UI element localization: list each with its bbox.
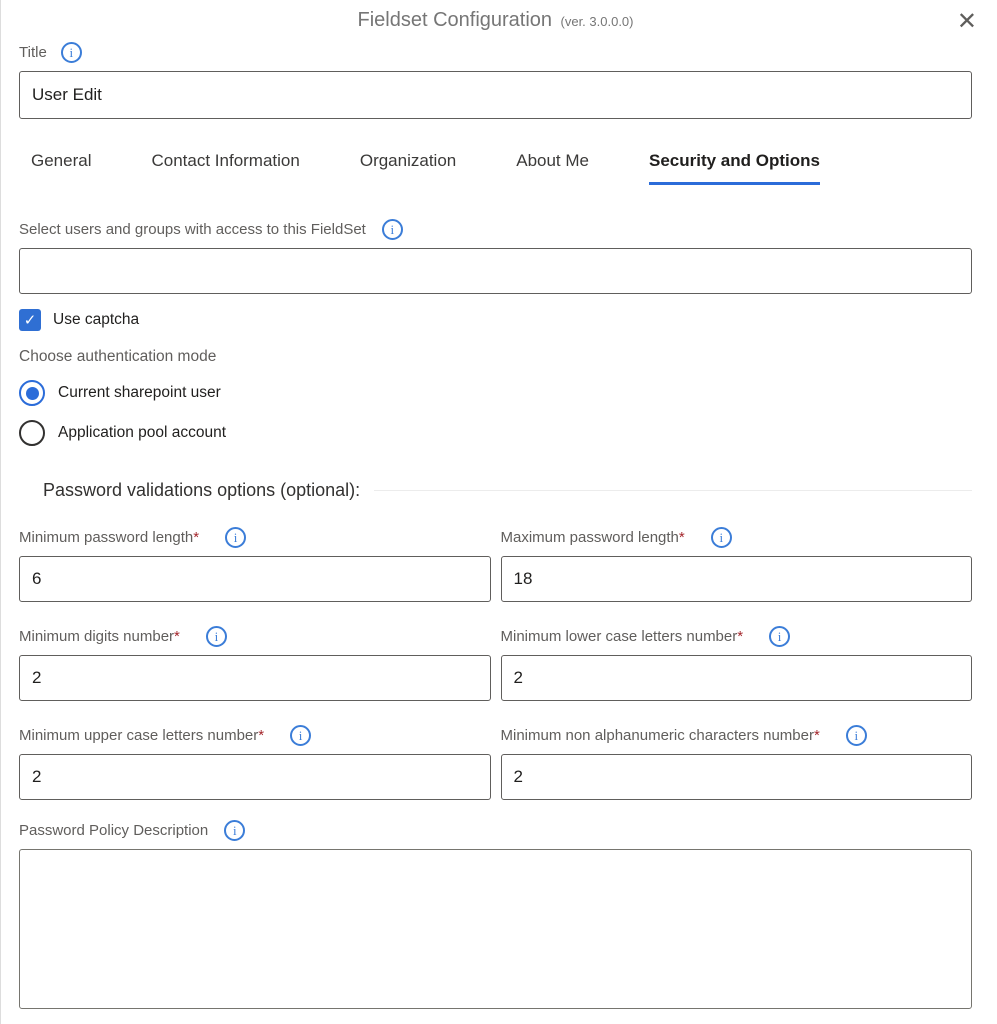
- access-label: Select users and groups with access to this FieldSet: [19, 221, 366, 238]
- field-minimum-upper-case-letters-number: [19, 725, 491, 800]
- title-label-row: [19, 42, 972, 63]
- radio-application-pool-account[interactable]: [19, 420, 972, 446]
- password-policy-description-label-row: [19, 820, 972, 841]
- radio-unselected-icon: [19, 420, 45, 446]
- access-users-input[interactable]: [19, 248, 972, 294]
- close-icon[interactable]: ✕: [953, 6, 981, 38]
- field-maximum-password-length: [501, 527, 973, 602]
- title-input[interactable]: [19, 71, 972, 119]
- checkbox-checked-icon: ✓: [19, 309, 41, 331]
- info-icon[interactable]: i: [711, 527, 732, 548]
- minimum-password-length-input[interactable]: [19, 556, 491, 602]
- password-fields-grid: [19, 527, 972, 800]
- info-icon[interactable]: i: [61, 42, 82, 63]
- section-divider: [374, 490, 972, 491]
- info-icon[interactable]: i: [769, 626, 790, 647]
- tab-organization[interactable]: Organization: [359, 151, 457, 170]
- field-label-row: [501, 527, 973, 548]
- field-label: Minimum digits number: [19, 628, 175, 645]
- field-label-row: [19, 725, 491, 746]
- info-icon[interactable]: i: [225, 527, 246, 548]
- field-minimum-digits-number: [19, 626, 491, 701]
- required-asterisk: *: [174, 628, 180, 645]
- field-label: Minimum upper case letters number: [19, 727, 259, 744]
- info-icon[interactable]: i: [224, 820, 245, 841]
- minimum-lower-case-letters-number-input[interactable]: [501, 655, 973, 701]
- info-icon[interactable]: i: [290, 725, 311, 746]
- field-label: Minimum lower case letters number: [500, 628, 738, 645]
- radio-label: Current sharepoint user: [58, 384, 221, 401]
- maximum-password-length-input[interactable]: [501, 556, 973, 602]
- password-policy-description-textarea[interactable]: [19, 849, 972, 1009]
- radio-selected-icon: [19, 380, 45, 406]
- info-icon[interactable]: i: [846, 725, 867, 746]
- field-label: Maximum password length: [500, 529, 679, 546]
- use-captcha-checkbox[interactable]: [19, 309, 972, 331]
- tab-contact-information[interactable]: Contact Information: [151, 151, 300, 170]
- tab-about-me[interactable]: About Me: [516, 151, 589, 170]
- radio-current-sharepoint-user[interactable]: [19, 380, 972, 406]
- auth-mode-label: Choose authentication mode: [19, 348, 217, 365]
- info-icon[interactable]: i: [382, 219, 403, 240]
- field-label-row: [19, 527, 491, 548]
- password-policy-description-label: Password Policy Description: [19, 822, 209, 839]
- tab-bar: [19, 151, 972, 185]
- field-label-row: [501, 725, 973, 746]
- field-label-row: [501, 626, 973, 647]
- radio-label: Application pool account: [58, 424, 227, 441]
- required-asterisk: *: [193, 529, 200, 546]
- required-asterisk: *: [813, 727, 820, 744]
- field-minimum-lower-case-letters-number: [501, 626, 973, 701]
- required-asterisk: *: [678, 529, 685, 546]
- field-minimum-non-alphanumeric-characters-number: [501, 725, 973, 800]
- info-icon[interactable]: i: [206, 626, 227, 647]
- minimum-non-alphanumeric-characters-number-input[interactable]: [501, 754, 973, 800]
- tab-security-and-options[interactable]: Security and Options: [649, 151, 820, 185]
- password-section-heading: Password validations options (optional):: [43, 480, 361, 500]
- field-label-row: [19, 626, 491, 647]
- minimum-digits-number-input[interactable]: [19, 655, 491, 701]
- minimum-upper-case-letters-number-input[interactable]: [19, 754, 491, 800]
- required-asterisk: *: [258, 727, 265, 744]
- field-label: Minimum password length: [19, 529, 194, 546]
- radio-dot: [26, 387, 39, 400]
- title-label: Title: [19, 44, 47, 61]
- dialog-title: Fieldset Configuration: [357, 9, 553, 31]
- required-asterisk: *: [737, 628, 744, 645]
- dialog-version: (ver. 3.0.0.0): [560, 14, 634, 29]
- field-label: Minimum non alphanumeric characters number: [500, 727, 814, 744]
- tab-general[interactable]: General: [31, 151, 92, 170]
- password-section-header: [19, 480, 972, 501]
- access-label-row: [19, 219, 972, 240]
- dialog-header: [19, 0, 972, 32]
- field-minimum-password-length: [19, 527, 491, 602]
- use-captcha-label: Use captcha: [53, 311, 140, 328]
